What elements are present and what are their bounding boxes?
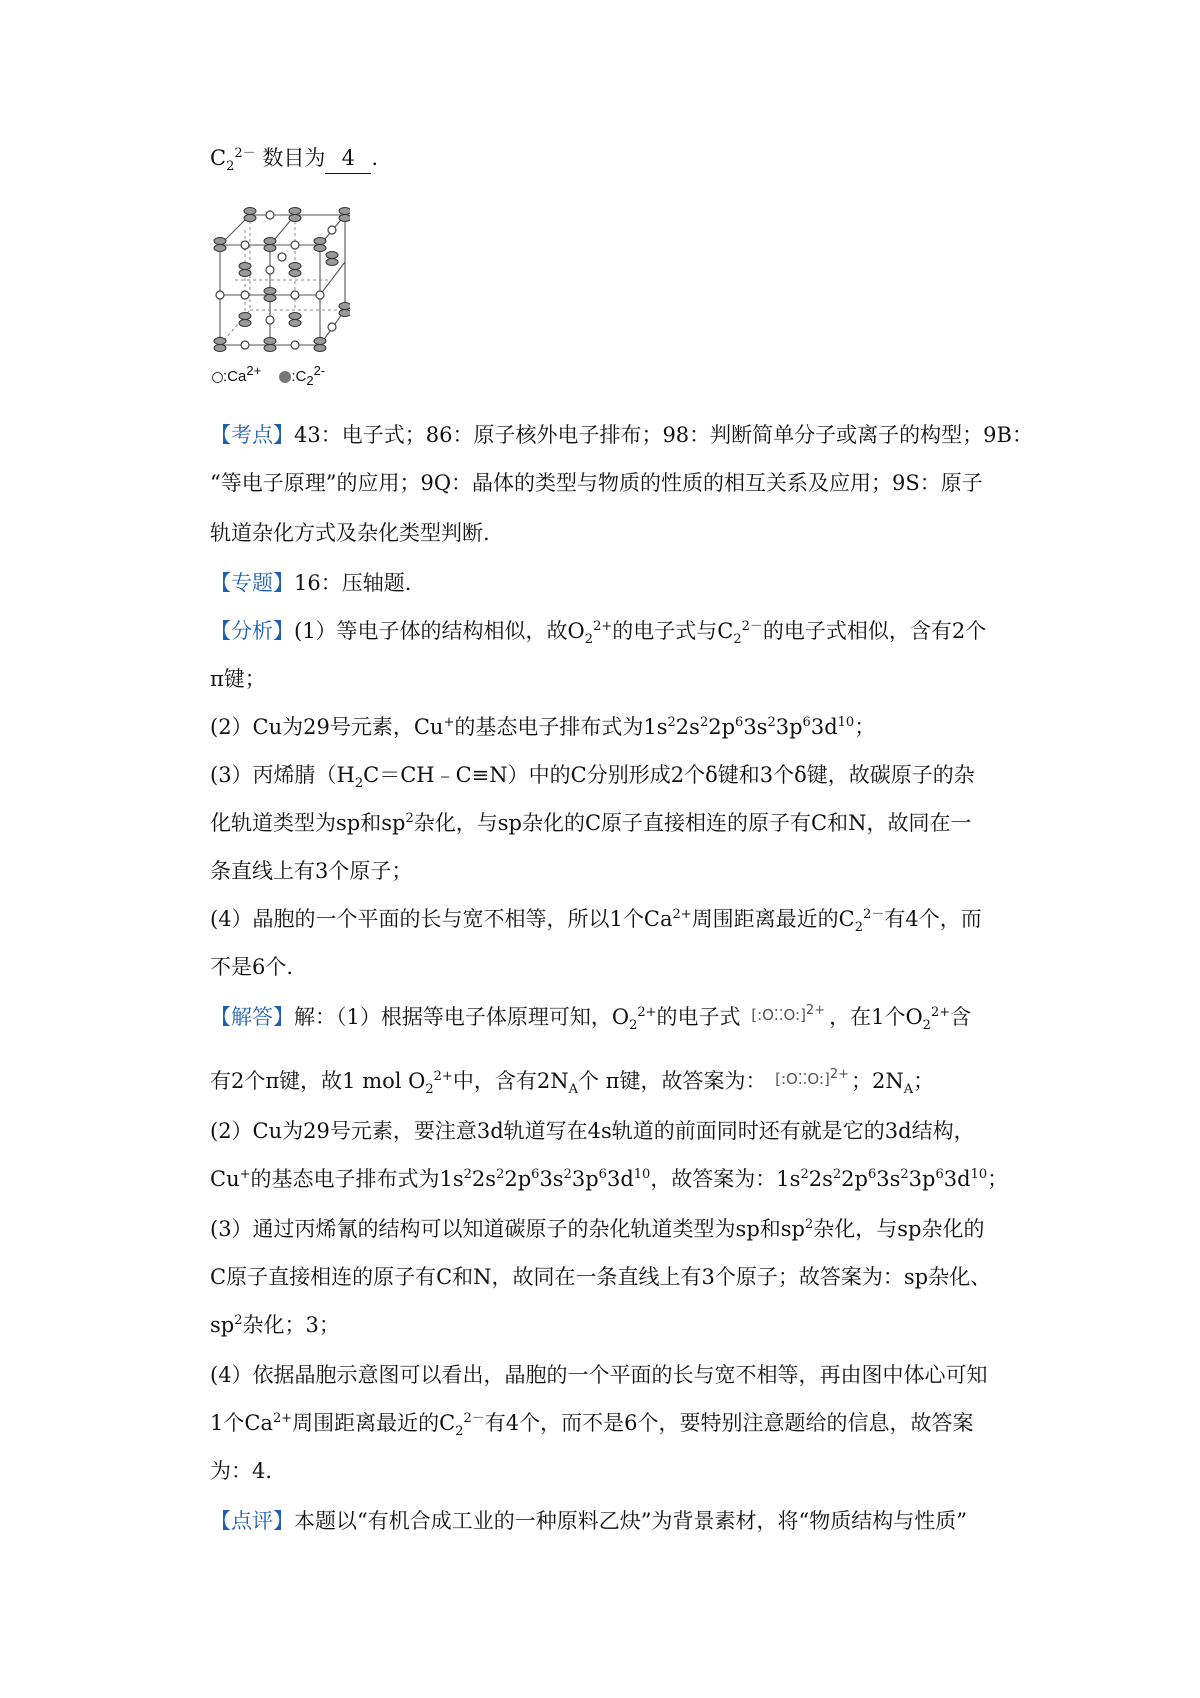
jieda-line-6 (210, 1262, 991, 1292)
text: 含 (950, 1005, 972, 1029)
text: 的基态电子排布式为1s (454, 715, 668, 739)
kaodian-line-1 (210, 420, 1033, 450)
kaodian-text: 轨道杂化方式及杂化类型判断. (210, 521, 490, 545)
formula-text: [:O⁚⁚O:] (751, 1005, 806, 1024)
superscript: 6 (802, 715, 811, 730)
dianping-text: 本题以“有机合成工业的一种原料乙炔”为背景素材，将“物质结构与性质” (294, 1509, 967, 1533)
text: 为：4. (210, 1459, 273, 1483)
text: 化轨道类型为sp和sp (210, 811, 406, 835)
jieda-line-7 (210, 1310, 340, 1340)
text: ，故答案为：1s (650, 1167, 801, 1191)
text: C原子直接相连的原子有C和N，故同在一条直线上有3个原子；故答案为：sp杂化、 (210, 1265, 992, 1289)
text: ，在1个O (829, 1005, 923, 1029)
superscript: 2 (805, 1217, 814, 1232)
dianping-line (210, 1506, 967, 1536)
text: 3p (775, 715, 803, 739)
jieda-line-5 (210, 1214, 985, 1244)
fenxi-line-1 (210, 616, 986, 646)
period: . (371, 146, 379, 170)
jieda-tag: 【解答】 (210, 1005, 294, 1029)
superscript: 6 (867, 1167, 877, 1182)
answer-line (210, 143, 378, 174)
text: 周围距离最近的C (292, 1411, 456, 1435)
jieda-line-4 (210, 1164, 1008, 1194)
text: (3）丙烯腈（H (210, 763, 355, 787)
superscript: 2 (463, 1167, 472, 1182)
superscript: 2 (405, 811, 414, 826)
legend-ca: :Ca (223, 368, 247, 385)
superscript: 2+ (637, 1005, 657, 1020)
superscript: 6 (935, 1167, 944, 1182)
text: (4）依据晶胞示意图可以看出，晶胞的一个平面的长与宽不相等，再由图中体心可知 (210, 1363, 988, 1387)
dianping-tag: 【点评】 (210, 1509, 294, 1533)
text: 条直线上有3个原子； (210, 859, 413, 883)
text: 个 π键，故答案为： (577, 1069, 767, 1093)
text: 1个Ca (210, 1411, 273, 1435)
jieda-line-9 (210, 1408, 974, 1438)
superscript: 2 (699, 715, 709, 730)
superscript: 10 (633, 1167, 651, 1182)
text: 的电子式相似，含有2个 (762, 619, 987, 643)
text: 3d (606, 1167, 634, 1191)
superscript: 6 (531, 1167, 540, 1182)
text: 的基态电子排布式为1s (250, 1167, 464, 1191)
superscript: 2－ (741, 619, 763, 634)
filled-answer: 4 (325, 143, 371, 174)
zhuanti-line (210, 568, 411, 598)
text: 2p (841, 1167, 868, 1191)
jieda-line-2 (210, 1066, 934, 1098)
kaodian-text: 43：电子式；86：原子核外电子排布；98：判断简单分子或离子的构型；9B： (294, 423, 1033, 447)
fenxi-line-7 (210, 904, 982, 934)
text: 2p (708, 715, 736, 739)
text: 不是6个. (210, 955, 294, 979)
text: 有4个，而不是6个，要特别注意题给的信息，故答案 (484, 1411, 974, 1435)
superscript: 2+ (272, 1411, 293, 1426)
fenxi-line-4 (210, 760, 975, 790)
superscript: 2 (767, 715, 776, 730)
text: 3d (943, 1167, 971, 1191)
jieda-line-8 (210, 1360, 988, 1390)
superscript: 2 (900, 1167, 909, 1182)
text: sp (210, 1313, 235, 1337)
zhuanti-text: 16：压轴题. (294, 571, 412, 595)
text: 3s (876, 1167, 901, 1191)
fenxi-line-8 (210, 952, 293, 982)
superscript: 2－ (234, 146, 256, 161)
zhuanti-tag: 【专题】 (210, 571, 294, 595)
text: 2s (471, 1167, 497, 1191)
superscript: 2 (496, 1167, 505, 1182)
subscript: A (568, 1082, 578, 1098)
electron-formula-image (775, 1064, 849, 1094)
jieda-line-10 (210, 1456, 272, 1486)
text: C＝CH﹣C≡N）中的C分别形成2个δ键和3个δ键，故碳原子的杂 (363, 763, 975, 787)
text: 2p (504, 1167, 532, 1191)
text: 解：（1）根据等电子体原理可知，O (294, 1005, 630, 1029)
superscript: + (239, 1167, 251, 1182)
jieda-line-3 (210, 1116, 975, 1146)
formula-text: [:O⁚⁚O:] (775, 1069, 830, 1088)
text: ； (987, 1167, 1009, 1191)
kaodian-line-2 (210, 468, 983, 498)
text: 3p (908, 1167, 936, 1191)
text: 3d (810, 715, 838, 739)
superscript: 2 (563, 1167, 572, 1182)
fenxi-line-5 (210, 808, 971, 838)
text: 杂化；3； (242, 1313, 340, 1337)
fenxi-line-6 (210, 856, 412, 886)
text: 杂化，与sp杂化的C原子直接相连的原子有C和N，故同在一 (413, 811, 972, 835)
text: ； (913, 1069, 935, 1093)
text: (2）Cu为29号元素，要注意3d轨道写在4s轨道的前面同时还有就是它的3d结构， (210, 1119, 975, 1143)
text: 的电子式 (656, 1005, 741, 1029)
superscript: 2 (800, 1167, 809, 1182)
text: 3s (743, 715, 768, 739)
subscript: 2 (584, 632, 594, 648)
subscript: A (903, 1082, 914, 1098)
text: ； (854, 715, 876, 739)
superscript: 2+ (829, 1066, 850, 1082)
superscript: 2 (832, 1167, 842, 1182)
superscript: + (443, 715, 455, 730)
calcium-legend-icon (212, 372, 223, 383)
superscript: 10 (970, 1167, 988, 1182)
text: π键； (210, 667, 266, 691)
subscript: 2 (629, 1018, 638, 1034)
text: 的电子式与C (612, 619, 734, 643)
superscript: 2+ (930, 1005, 951, 1020)
subscript: 2 (354, 776, 364, 792)
text: 周围距离最近的C (691, 907, 855, 931)
text: (1）等电子体的结构相似，故O (294, 619, 585, 643)
text: 2s (808, 1167, 833, 1191)
kaodian-tag: 【考点】 (210, 423, 294, 447)
superscript: 2+ (433, 1069, 453, 1084)
figure-legend (212, 363, 326, 388)
electron-formula-image (751, 1000, 825, 1030)
text: Cu (210, 1167, 240, 1191)
superscript: 6 (735, 715, 744, 730)
carbide-legend-icon (279, 371, 291, 383)
kaodian-text: “等电子原理”的应用；9Q：晶体的类型与物质的性质的相互关系及应用；9S：原子 (210, 471, 983, 495)
subscript: 2 (922, 1018, 931, 1034)
superscript: 6 (598, 1167, 607, 1182)
text: ；2N (851, 1069, 904, 1093)
superscript: 2－ (863, 907, 885, 922)
answer-label: 数目为 (262, 146, 326, 170)
text: 中，含有2N (452, 1069, 569, 1093)
text: 3p (571, 1167, 599, 1191)
text: 2s (675, 715, 700, 739)
superscript: 2－ (463, 1411, 485, 1426)
text: 杂化，与sp杂化的 (813, 1217, 985, 1241)
superscript: 2+ (246, 363, 262, 378)
subscript: 2 (455, 1424, 464, 1440)
superscript: 2+ (593, 619, 613, 634)
ion-symbol: C (210, 146, 227, 170)
text: (3）通过丙烯氰的结构可以知道碳原子的杂化轨道类型为sp和sp (210, 1217, 805, 1241)
jieda-line-1 (210, 1002, 971, 1034)
fenxi-line-2 (210, 664, 266, 694)
text: 有2个π键，故1 mol O (210, 1069, 426, 1093)
text: (2）Cu为29号元素，Cu (210, 715, 444, 739)
legend-c: :C (291, 368, 307, 385)
kaodian-line-3 (210, 518, 490, 548)
subscript: 2 (733, 632, 742, 648)
fenxi-tag: 【分析】 (210, 619, 294, 643)
superscript: 2 (667, 715, 676, 730)
fenxi-line-3 (210, 712, 875, 742)
text: 有4个，而 (884, 907, 982, 931)
crystal-cell-figure (210, 205, 350, 365)
text: (4）晶胞的一个平面的长与宽不相等，所以1个Ca (210, 907, 673, 931)
text: 3s (539, 1167, 564, 1191)
subscript: 2 (425, 1082, 434, 1098)
superscript: 2+ (672, 907, 692, 922)
superscript: 2+ (805, 1002, 826, 1018)
superscript: 10 (837, 715, 855, 730)
subscript: 2 (854, 920, 864, 936)
subscript: 2 (226, 159, 235, 175)
superscript: 2- (313, 363, 326, 378)
subscript: 2 (306, 373, 314, 388)
superscript: 2 (234, 1313, 243, 1328)
